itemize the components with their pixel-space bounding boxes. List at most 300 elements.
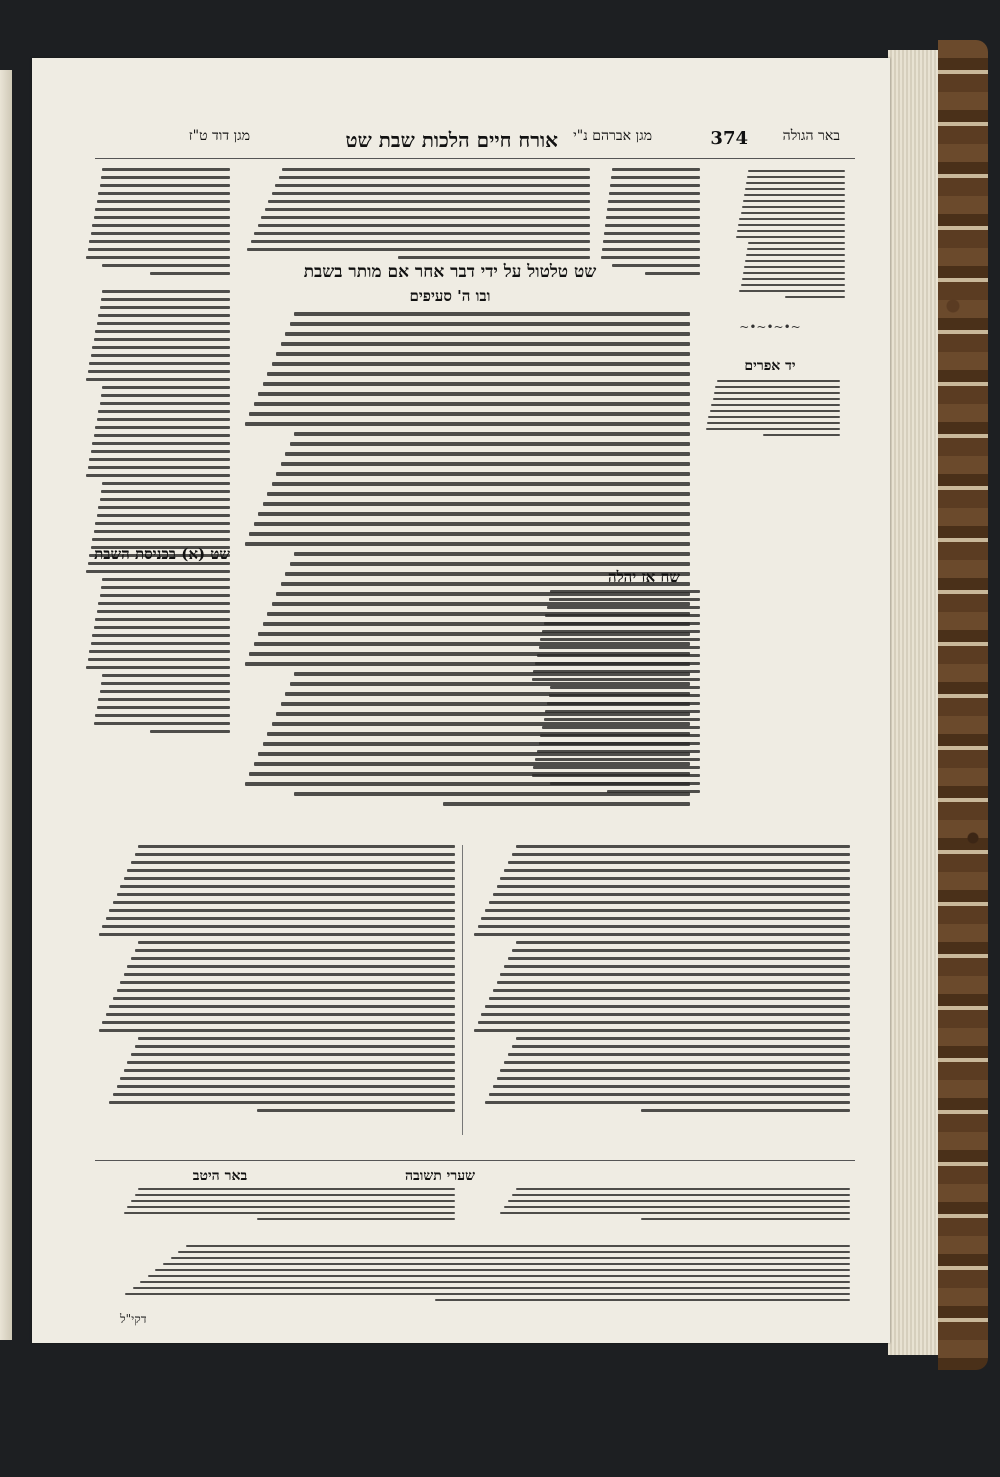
footnotes-right <box>470 1188 850 1224</box>
ornament-divider: ~•~•~•~ <box>739 320 801 334</box>
text-line <box>747 176 845 178</box>
text-line <box>99 933 455 936</box>
text-line <box>150 272 230 275</box>
text-line <box>550 686 700 689</box>
text-line <box>135 949 455 952</box>
text-line <box>542 726 700 729</box>
text-line <box>398 256 591 259</box>
text-line <box>516 845 850 848</box>
text-line <box>102 674 230 677</box>
text-line <box>607 790 701 793</box>
text-line <box>474 933 850 936</box>
text-line <box>92 538 230 541</box>
text-line <box>258 224 591 227</box>
text-line <box>94 722 230 725</box>
text-line <box>120 1077 455 1080</box>
text-line <box>254 402 691 406</box>
text-line <box>86 256 230 259</box>
text-line <box>539 742 701 745</box>
text-line <box>267 372 690 376</box>
text-line <box>101 298 230 301</box>
text-line <box>497 981 850 984</box>
text-line <box>86 378 230 381</box>
text-line <box>265 208 591 211</box>
text-line <box>532 774 700 777</box>
text-line <box>91 450 230 453</box>
text-line <box>127 1061 455 1064</box>
mid-right-lines <box>530 590 700 798</box>
text-line <box>127 869 455 872</box>
text-line <box>138 941 455 944</box>
text-line <box>612 168 700 171</box>
text-line <box>707 422 840 424</box>
text-line <box>140 1281 850 1283</box>
footnotes-right-lines <box>470 1188 850 1224</box>
text-line <box>641 1109 850 1112</box>
text-line <box>148 1275 850 1277</box>
text-line <box>739 218 845 220</box>
text-line <box>100 184 231 187</box>
text-line <box>290 442 691 446</box>
text-line <box>100 498 231 501</box>
text-line <box>604 232 700 235</box>
text-line <box>481 1013 850 1016</box>
text-line <box>135 1194 455 1196</box>
text-line <box>545 710 700 713</box>
text-line <box>532 678 700 681</box>
lower-left-lines <box>95 845 455 1117</box>
text-line <box>117 1085 455 1088</box>
text-line <box>603 240 700 243</box>
text-line <box>124 877 455 880</box>
text-line <box>97 514 230 517</box>
text-line <box>155 1269 850 1271</box>
footnotes-left <box>95 1188 455 1224</box>
text-line <box>89 240 230 243</box>
page-number: 374 <box>710 128 748 149</box>
text-line <box>91 232 230 235</box>
text-line <box>478 1021 850 1024</box>
text-line <box>100 402 231 405</box>
text-line <box>785 296 846 298</box>
text-line <box>763 434 840 436</box>
text-line <box>745 188 845 190</box>
footnote-rule <box>95 1160 855 1161</box>
text-line <box>92 346 230 349</box>
text-line <box>290 322 691 326</box>
text-line <box>512 1045 850 1048</box>
text-line <box>95 426 230 429</box>
text-line <box>98 314 230 317</box>
text-line <box>89 362 230 365</box>
text-line <box>272 482 691 486</box>
section-subheading: ובו ה' סעיפים <box>409 287 491 305</box>
text-line <box>86 474 230 477</box>
text-line <box>113 901 455 904</box>
text-line <box>98 506 230 509</box>
text-line <box>742 206 845 208</box>
text-line <box>97 200 230 203</box>
text-line <box>512 853 850 856</box>
text-line <box>249 532 690 536</box>
text-line <box>106 917 455 920</box>
text-line <box>91 354 230 357</box>
text-line <box>537 750 700 753</box>
text-line <box>745 260 845 262</box>
text-line <box>500 1069 850 1072</box>
text-line <box>535 662 700 665</box>
text-line <box>602 248 700 251</box>
text-line <box>86 570 230 573</box>
text-line <box>258 392 690 396</box>
text-line <box>109 1005 455 1008</box>
lower-right-lines <box>470 845 850 1117</box>
text-line <box>257 1218 455 1220</box>
text-line <box>610 184 700 187</box>
text-line <box>245 422 691 426</box>
text-line <box>120 885 455 888</box>
text-line <box>92 224 230 227</box>
text-line <box>94 216 230 219</box>
text-line <box>171 1257 851 1259</box>
text-line <box>106 1013 455 1016</box>
text-line <box>516 1188 850 1190</box>
text-line <box>601 256 700 259</box>
text-line <box>535 758 700 761</box>
text-line <box>714 392 840 394</box>
commentary-left-lines <box>85 168 230 280</box>
text-line <box>101 394 230 397</box>
text-line <box>549 598 700 601</box>
text-line <box>120 981 455 984</box>
text-line <box>267 492 690 496</box>
text-line <box>739 290 845 292</box>
text-line <box>263 382 691 386</box>
text-line <box>744 194 845 196</box>
column-subheading: שח אז יהלה <box>608 568 680 586</box>
text-line <box>294 312 690 316</box>
text-line <box>285 452 690 456</box>
text-line <box>113 997 455 1000</box>
text-line <box>485 1101 850 1104</box>
far-left-lines <box>85 290 230 738</box>
text-line <box>706 428 840 430</box>
text-line <box>94 530 230 533</box>
footnote-heading-beer: באר היטב <box>192 1168 248 1184</box>
sidebar-lines <box>700 380 840 440</box>
text-line <box>443 802 691 806</box>
text-line <box>102 168 230 171</box>
text-line <box>512 949 850 952</box>
text-line <box>101 176 230 179</box>
lower-commentary-left <box>95 845 455 1117</box>
text-line <box>736 236 845 238</box>
text-line <box>508 1200 850 1202</box>
text-line <box>489 901 850 904</box>
text-line <box>500 1212 850 1214</box>
margin-notes-right <box>735 170 845 302</box>
text-line <box>512 1194 850 1196</box>
commentary-middle-lines <box>240 168 590 264</box>
text-line <box>109 1101 455 1104</box>
text-line <box>113 1093 455 1096</box>
text-line <box>508 957 850 960</box>
text-line <box>186 1245 850 1247</box>
text-line <box>493 893 850 896</box>
text-line <box>272 362 691 366</box>
text-line <box>97 322 230 325</box>
text-line <box>89 650 230 653</box>
text-line <box>544 622 700 625</box>
text-line <box>95 618 230 621</box>
text-line <box>743 200 845 202</box>
text-line <box>708 416 840 418</box>
text-line <box>89 458 230 461</box>
text-line <box>547 702 700 705</box>
text-line <box>497 1077 850 1080</box>
text-line <box>102 578 230 581</box>
text-line <box>489 997 850 1000</box>
header-right-label: באר הגולה <box>782 128 840 144</box>
text-line <box>98 410 230 413</box>
text-line <box>537 654 700 657</box>
text-line <box>746 182 845 184</box>
text-line <box>135 1045 455 1048</box>
text-line <box>138 1037 455 1040</box>
text-line <box>263 502 691 506</box>
text-line <box>478 925 850 928</box>
text-line <box>605 224 700 227</box>
text-line <box>435 1299 850 1301</box>
lower-commentary-right <box>470 845 850 1117</box>
text-line <box>504 1206 850 1208</box>
text-line <box>547 606 700 609</box>
text-line <box>127 1206 455 1208</box>
text-line <box>715 386 840 388</box>
text-line <box>88 370 230 373</box>
text-line <box>279 176 591 179</box>
previous-page-edge <box>0 70 12 1340</box>
text-line <box>481 917 850 920</box>
text-line <box>508 861 850 864</box>
text-line <box>125 1293 850 1295</box>
bottom-notes <box>95 1245 850 1305</box>
text-line <box>540 734 700 737</box>
text-line <box>533 670 700 673</box>
commentary-column-far-left <box>85 290 230 738</box>
text-line <box>98 698 230 701</box>
text-line <box>97 706 230 709</box>
text-line <box>254 232 590 235</box>
text-line <box>608 200 700 203</box>
text-line <box>95 330 230 333</box>
text-line <box>500 877 850 880</box>
text-line <box>131 1200 455 1202</box>
text-line <box>98 192 230 195</box>
sidebar-heading: יד אפרים <box>744 358 796 374</box>
footnotes-left-lines <box>95 1188 455 1224</box>
text-line <box>746 254 845 256</box>
text-line <box>747 248 845 250</box>
text-line <box>102 386 230 389</box>
text-line <box>117 893 455 896</box>
text-line <box>713 398 840 400</box>
text-line <box>281 342 691 346</box>
text-line <box>607 208 700 211</box>
text-line <box>131 1053 455 1056</box>
text-line <box>138 1188 455 1190</box>
text-line <box>100 690 231 693</box>
text-line <box>95 522 230 525</box>
text-line <box>257 1109 455 1112</box>
text-line <box>485 909 850 912</box>
column-divider <box>462 845 463 1135</box>
text-line <box>294 432 690 436</box>
text-line <box>94 338 230 341</box>
text-line <box>276 472 690 476</box>
text-line <box>102 482 230 485</box>
text-line <box>272 192 591 195</box>
text-line <box>101 490 230 493</box>
text-line <box>493 989 850 992</box>
text-line <box>504 1061 850 1064</box>
text-line <box>95 714 230 717</box>
text-line <box>742 278 845 280</box>
text-line <box>748 170 845 172</box>
bottom-notes-lines <box>95 1245 850 1305</box>
text-line <box>741 212 846 214</box>
text-line <box>99 1029 455 1032</box>
text-line <box>86 666 230 669</box>
sidebar-text <box>700 380 840 440</box>
text-line <box>549 694 700 697</box>
text-line <box>606 216 700 219</box>
text-line <box>138 845 455 848</box>
text-line <box>741 284 846 286</box>
text-line <box>251 240 591 243</box>
text-line <box>474 1029 850 1032</box>
text-line <box>268 200 590 203</box>
text-line <box>282 168 590 171</box>
text-line <box>550 782 700 785</box>
text-line <box>738 224 845 226</box>
text-line <box>275 184 590 187</box>
text-line <box>88 248 230 251</box>
text-line <box>102 925 455 928</box>
commentary-column-mid-right <box>530 590 700 798</box>
text-line <box>88 466 230 469</box>
text-line <box>290 562 691 566</box>
text-line <box>294 552 690 556</box>
text-line <box>135 853 455 856</box>
text-line <box>489 1093 850 1096</box>
book-binding <box>938 40 988 1370</box>
text-line <box>150 730 230 733</box>
text-line <box>92 634 230 637</box>
text-line <box>91 642 230 645</box>
text-line <box>710 410 840 412</box>
text-line <box>131 861 455 864</box>
text-line <box>539 646 701 649</box>
header-commentary-right: מגן אברהם נ"י <box>573 128 652 144</box>
text-line <box>102 1021 455 1024</box>
text-line <box>258 512 690 516</box>
column-subheading-2: שט (א) בכניסת השבת <box>94 545 230 563</box>
text-line <box>500 973 850 976</box>
text-line <box>544 718 700 721</box>
text-line <box>533 766 700 769</box>
text-line <box>109 909 455 912</box>
text-line <box>100 594 231 597</box>
text-line <box>92 442 230 445</box>
text-line <box>117 989 455 992</box>
text-line <box>545 614 700 617</box>
text-line <box>124 973 455 976</box>
text-line <box>98 602 230 605</box>
header-commentary-left: מגן דוד ט"ז <box>188 128 250 144</box>
text-line <box>247 248 590 251</box>
margin-lines <box>735 170 845 302</box>
text-line <box>163 1263 850 1265</box>
text-line <box>102 290 230 293</box>
text-line <box>276 352 690 356</box>
text-line <box>504 869 850 872</box>
text-line <box>245 542 691 546</box>
text-line <box>133 1287 850 1289</box>
text-line <box>95 208 230 211</box>
text-line <box>743 272 845 274</box>
catchword: דקי"ל <box>120 1312 147 1326</box>
text-line <box>249 412 690 416</box>
text-line <box>542 630 700 633</box>
text-line <box>94 434 230 437</box>
text-line <box>711 404 840 406</box>
text-line <box>550 590 700 593</box>
text-line <box>611 176 700 179</box>
text-line <box>540 638 700 641</box>
text-line <box>744 266 845 268</box>
text-line <box>124 1069 455 1072</box>
text-line <box>508 1053 850 1056</box>
text-line <box>101 586 230 589</box>
text-line <box>102 264 230 267</box>
text-line <box>485 1005 850 1008</box>
text-line <box>497 885 850 888</box>
text-line <box>493 1085 850 1088</box>
text-line <box>285 332 690 336</box>
text-line <box>261 216 590 219</box>
running-header <box>80 128 840 156</box>
text-line <box>748 242 845 244</box>
text-line <box>281 462 691 466</box>
text-line <box>609 192 700 195</box>
text-line <box>516 1037 850 1040</box>
footnote-heading-shaarei: שערי תשובה <box>404 1168 476 1184</box>
text-line <box>100 306 231 309</box>
text-line <box>254 522 691 526</box>
text-line <box>97 610 230 613</box>
text-line <box>97 418 230 421</box>
commentary-column-left <box>85 168 230 280</box>
section-heading: שט טלטול על ידי דבר אחר אם מותר בשבת <box>303 262 597 282</box>
text-line <box>641 1218 850 1220</box>
text-line <box>516 941 850 944</box>
text-line <box>124 1212 455 1214</box>
text-line <box>737 230 845 232</box>
text-line <box>94 626 230 629</box>
text-line <box>178 1251 850 1253</box>
page-title: אורח חיים הלכות שבת שט <box>345 128 558 152</box>
